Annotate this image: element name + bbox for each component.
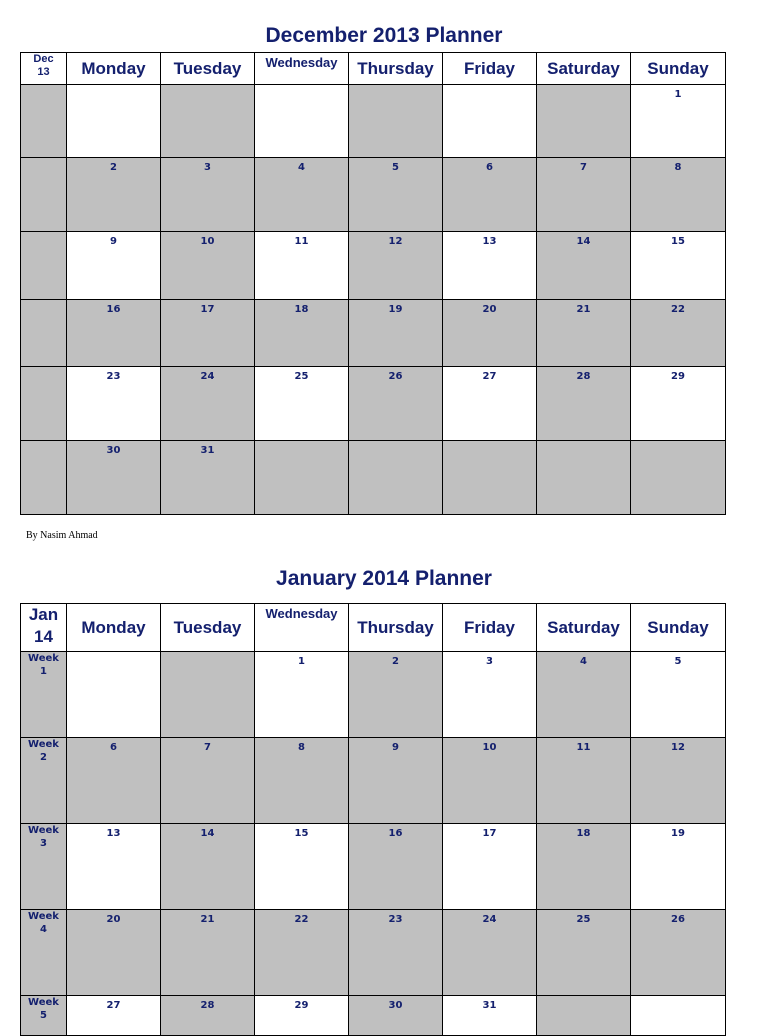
day-cell bbox=[161, 652, 255, 738]
day-number: 10 bbox=[200, 236, 215, 247]
day-number: 16 bbox=[106, 304, 121, 315]
day-number: 11 bbox=[294, 236, 309, 247]
day-cell bbox=[349, 824, 443, 910]
day-cell bbox=[443, 824, 537, 910]
january-calendar bbox=[20, 603, 726, 1036]
corner-line: Dec bbox=[33, 53, 54, 65]
week-label: 5 bbox=[40, 1010, 47, 1021]
day-cell bbox=[631, 824, 726, 910]
day-cell bbox=[537, 738, 631, 824]
week-label-cell bbox=[21, 652, 67, 738]
day-number: 3 bbox=[204, 162, 211, 173]
day-cell bbox=[443, 441, 537, 515]
day-number: 20 bbox=[106, 914, 121, 925]
day-number: 25 bbox=[576, 914, 591, 925]
week-row bbox=[21, 300, 726, 367]
day-cell bbox=[67, 441, 161, 515]
day-number: 14 bbox=[576, 236, 591, 247]
day-cell bbox=[255, 652, 349, 738]
day-cell bbox=[631, 738, 726, 824]
byline: By Nasim Ahmad bbox=[26, 530, 98, 541]
week-label-cell bbox=[21, 367, 67, 441]
day-number: 5 bbox=[674, 656, 682, 667]
day-header-tuesday: Tuesday bbox=[161, 604, 255, 652]
week-label-cell bbox=[21, 441, 67, 515]
day-cell bbox=[631, 232, 726, 300]
day-header-sunday: Sunday bbox=[631, 53, 726, 85]
day-number: 3 bbox=[486, 656, 493, 667]
day-cell bbox=[537, 652, 631, 738]
day-number: 21 bbox=[576, 304, 591, 315]
day-number: 10 bbox=[482, 742, 497, 753]
week-label-cell bbox=[21, 300, 67, 367]
day-cell bbox=[349, 232, 443, 300]
day-cell bbox=[349, 441, 443, 515]
day-number: 4 bbox=[298, 162, 305, 173]
day-number: 30 bbox=[106, 445, 121, 456]
day-cell bbox=[631, 652, 726, 738]
day-cell bbox=[349, 367, 443, 441]
day-number: 25 bbox=[294, 371, 309, 382]
day-number: 29 bbox=[294, 1000, 309, 1011]
day-cell bbox=[161, 158, 255, 232]
december-corner-label bbox=[21, 53, 67, 85]
day-cell bbox=[255, 158, 349, 232]
day-number: 18 bbox=[294, 304, 309, 315]
day-number: 24 bbox=[482, 914, 497, 925]
week-row bbox=[21, 232, 726, 300]
week-row bbox=[21, 996, 726, 1036]
day-number: 20 bbox=[482, 304, 497, 315]
day-cell bbox=[631, 441, 726, 515]
day-cell bbox=[161, 232, 255, 300]
day-number: 26 bbox=[671, 914, 685, 925]
week-label-cell bbox=[21, 824, 67, 910]
day-number: 19 bbox=[671, 828, 685, 839]
day-cell bbox=[67, 824, 161, 910]
day-number: 21 bbox=[200, 914, 215, 925]
week-label-cell bbox=[21, 85, 67, 158]
day-cell bbox=[443, 158, 537, 232]
day-cell bbox=[443, 232, 537, 300]
day-number: 9 bbox=[110, 236, 117, 247]
day-number: 1 bbox=[674, 89, 682, 100]
day-cell bbox=[67, 85, 161, 158]
week-label: Week bbox=[28, 825, 59, 836]
day-number: 28 bbox=[576, 371, 591, 382]
day-cell bbox=[443, 85, 537, 158]
day-number: 5 bbox=[392, 162, 399, 173]
week-row bbox=[21, 738, 726, 824]
day-header-wednesday: Wednesday bbox=[255, 53, 349, 85]
day-number: 24 bbox=[200, 371, 215, 382]
day-cell bbox=[537, 300, 631, 367]
day-cell bbox=[255, 441, 349, 515]
corner-line: 14 bbox=[34, 627, 53, 646]
day-cell bbox=[67, 300, 161, 367]
day-cell bbox=[161, 738, 255, 824]
day-header-tuesday: Tuesday bbox=[161, 53, 255, 85]
day-cell bbox=[631, 367, 726, 441]
week-label-cell bbox=[21, 996, 67, 1036]
day-cell bbox=[443, 367, 537, 441]
day-cell bbox=[67, 367, 161, 441]
day-cell bbox=[67, 738, 161, 824]
day-number: 2 bbox=[110, 162, 117, 173]
day-number: 30 bbox=[388, 1000, 403, 1011]
corner-line: 13 bbox=[37, 66, 50, 78]
day-cell bbox=[537, 824, 631, 910]
week-row bbox=[21, 441, 726, 515]
day-cell bbox=[161, 300, 255, 367]
day-cell bbox=[255, 232, 349, 300]
day-number: 8 bbox=[298, 742, 305, 753]
day-number: 23 bbox=[106, 371, 121, 382]
day-header-monday: Monday bbox=[67, 604, 161, 652]
day-header-sunday: Sunday bbox=[631, 604, 726, 652]
day-number: 15 bbox=[671, 236, 685, 247]
day-cell bbox=[443, 738, 537, 824]
week-row bbox=[21, 910, 726, 996]
day-number: 18 bbox=[576, 828, 591, 839]
day-cell bbox=[161, 996, 255, 1036]
day-number: 17 bbox=[200, 304, 215, 315]
day-header-friday: Friday bbox=[443, 53, 537, 85]
day-cell bbox=[349, 158, 443, 232]
day-cell bbox=[349, 85, 443, 158]
day-cell bbox=[349, 910, 443, 996]
day-cell bbox=[537, 158, 631, 232]
day-number: 13 bbox=[482, 236, 497, 247]
day-cell bbox=[631, 158, 726, 232]
day-cell bbox=[443, 652, 537, 738]
day-cell bbox=[631, 910, 726, 996]
day-cell bbox=[255, 367, 349, 441]
day-header-wednesday: Wednesday bbox=[255, 604, 349, 652]
day-cell bbox=[537, 441, 631, 515]
day-cell bbox=[161, 441, 255, 515]
december-title: December 2013 Planner bbox=[265, 24, 503, 47]
day-cell bbox=[631, 300, 726, 367]
day-number: 22 bbox=[294, 914, 309, 925]
day-number: 14 bbox=[200, 828, 215, 839]
day-cell bbox=[255, 85, 349, 158]
day-number: 11 bbox=[576, 742, 591, 753]
day-header-thursday: Thursday bbox=[349, 604, 443, 652]
january-corner-label bbox=[21, 604, 67, 652]
day-number: 1 bbox=[298, 656, 305, 667]
day-cell bbox=[67, 996, 161, 1036]
day-cell bbox=[161, 85, 255, 158]
week-row bbox=[21, 367, 726, 441]
week-label: Week bbox=[28, 997, 59, 1008]
day-header-saturday: Saturday bbox=[537, 604, 631, 652]
december-calendar bbox=[20, 52, 726, 515]
day-number: 31 bbox=[482, 1000, 497, 1011]
day-cell bbox=[443, 996, 537, 1036]
day-cell bbox=[67, 158, 161, 232]
week-row bbox=[21, 652, 726, 738]
week-label-cell bbox=[21, 738, 67, 824]
december-header-row bbox=[21, 53, 726, 85]
week-label: 2 bbox=[40, 752, 47, 763]
day-number: 28 bbox=[200, 1000, 215, 1011]
day-number: 7 bbox=[580, 162, 587, 173]
day-number: 7 bbox=[204, 742, 211, 753]
week-label: 4 bbox=[40, 924, 47, 935]
day-cell bbox=[67, 232, 161, 300]
day-cell bbox=[537, 367, 631, 441]
day-cell bbox=[161, 910, 255, 996]
day-cell bbox=[349, 300, 443, 367]
day-cell bbox=[255, 738, 349, 824]
day-number: 4 bbox=[580, 656, 587, 667]
day-cell bbox=[161, 367, 255, 441]
day-cell bbox=[255, 910, 349, 996]
day-header-thursday: Thursday bbox=[349, 53, 443, 85]
day-cell bbox=[255, 300, 349, 367]
week-label: 1 bbox=[40, 666, 47, 677]
day-number: 26 bbox=[388, 371, 403, 382]
day-number: 16 bbox=[388, 828, 403, 839]
day-number: 6 bbox=[486, 162, 493, 173]
day-number: 27 bbox=[106, 1000, 121, 1011]
day-cell bbox=[443, 910, 537, 996]
day-header-saturday: Saturday bbox=[537, 53, 631, 85]
day-cell bbox=[161, 824, 255, 910]
day-cell bbox=[631, 85, 726, 158]
day-cell bbox=[349, 996, 443, 1036]
week-label: Week bbox=[28, 739, 59, 750]
day-number: 31 bbox=[200, 445, 215, 456]
day-number: 27 bbox=[482, 371, 497, 382]
day-cell bbox=[255, 996, 349, 1036]
day-cell bbox=[537, 232, 631, 300]
week-row bbox=[21, 158, 726, 232]
day-number: 8 bbox=[674, 162, 682, 173]
day-number: 6 bbox=[110, 742, 117, 753]
day-number: 13 bbox=[106, 828, 121, 839]
week-label-cell bbox=[21, 232, 67, 300]
week-label: Week bbox=[28, 911, 59, 922]
day-cell bbox=[631, 996, 726, 1036]
day-number: 17 bbox=[482, 828, 497, 839]
day-header-monday: Monday bbox=[67, 53, 161, 85]
day-cell bbox=[537, 910, 631, 996]
day-cell bbox=[537, 996, 631, 1036]
week-row bbox=[21, 824, 726, 910]
corner-line: Jan bbox=[28, 605, 59, 624]
day-cell bbox=[349, 652, 443, 738]
day-number: 15 bbox=[294, 828, 309, 839]
day-number: 2 bbox=[392, 656, 399, 667]
week-row bbox=[21, 85, 726, 158]
day-cell bbox=[255, 824, 349, 910]
day-number: 12 bbox=[671, 742, 685, 753]
week-label: Week bbox=[28, 653, 59, 664]
day-number: 19 bbox=[388, 304, 403, 315]
day-cell bbox=[537, 85, 631, 158]
week-label: 3 bbox=[40, 838, 47, 849]
week-label-cell bbox=[21, 158, 67, 232]
day-number: 12 bbox=[388, 236, 403, 247]
day-number: 22 bbox=[671, 304, 685, 315]
january-header-row bbox=[21, 604, 726, 652]
day-cell bbox=[443, 300, 537, 367]
january-title: January 2014 Planner bbox=[276, 567, 492, 590]
day-number: 23 bbox=[388, 914, 403, 925]
day-cell bbox=[67, 652, 161, 738]
week-label-cell bbox=[21, 910, 67, 996]
day-cell bbox=[67, 910, 161, 996]
day-number: 29 bbox=[671, 371, 685, 382]
day-header-friday: Friday bbox=[443, 604, 537, 652]
day-number: 9 bbox=[392, 742, 399, 753]
day-cell bbox=[349, 738, 443, 824]
